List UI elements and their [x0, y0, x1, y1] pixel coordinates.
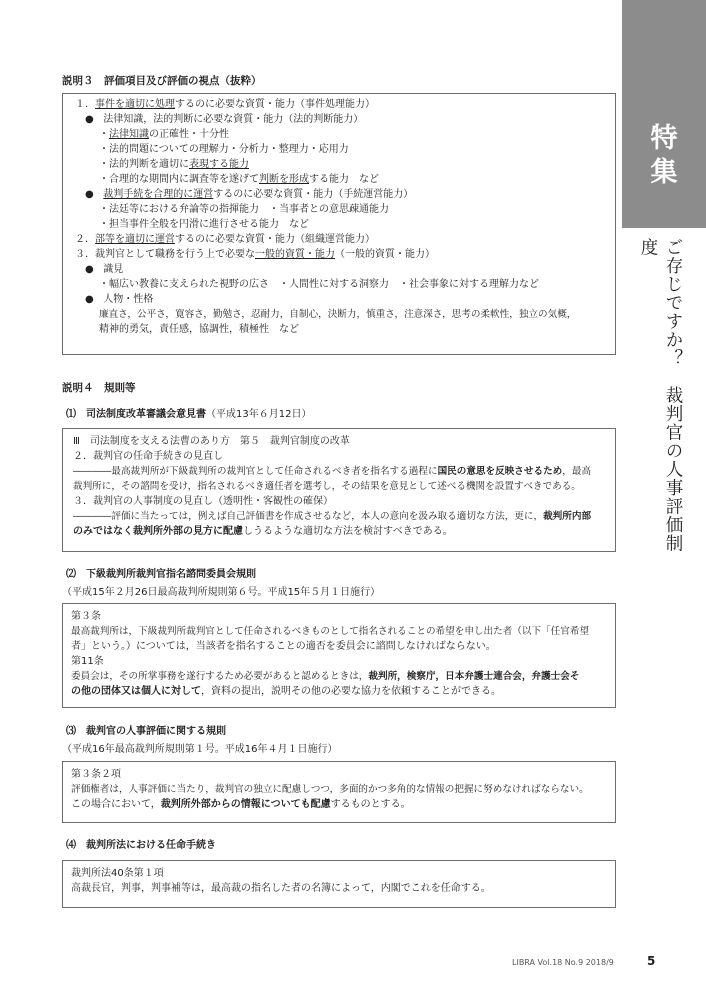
- eval-subitem-insight: [85, 263, 123, 277]
- rule1-line: ２．裁判官の任命手続きの見直し: [73, 451, 223, 462]
- eval-point: [99, 158, 249, 172]
- eval-item-3-underline: 一般的資質・能力: [255, 249, 335, 260]
- rule2-bold: 裁判所，検察庁，日本弁護士連合会，弁護士会そ: [368, 671, 580, 682]
- rule3-bold: 裁判所外部からの情報についても配慮: [160, 799, 331, 810]
- rule3-heading: ⑶ 裁判官の人事評価に関する規則: [66, 726, 226, 737]
- rule1-bold: 国民の意思を反映させるため: [437, 466, 563, 477]
- rule2-line: 最高裁判所は，下級裁判所裁判官として任命されるべきものとして指名されることの希望を申し出た者（以下「任官希望: [71, 626, 590, 637]
- eval-point: 廉直さ，公平さ，寛容さ，勤勉さ，忍耐力，自制心，決断力，慎重さ，注意深さ，思考の柔軟性，独立の気概，: [99, 309, 577, 320]
- eval-item-3-text: （一般的資質・能力）: [335, 249, 435, 260]
- rule1-line: [73, 465, 591, 479]
- rule2-text: ，資料の提出，説明その他の必要な協力を依頼することができる。: [201, 686, 501, 697]
- eval-subitem-procedure-underline: 裁判手続を合理的に運営: [103, 189, 214, 200]
- eval-point: 精神的勇気，責任感，協調性，積極性 など: [99, 324, 299, 335]
- rule1-box: [62, 428, 616, 552]
- rule1-text: ――――評価に当たっては，例えば自己評価書を作成させるなど，本人の意向を汲み取る適切な方法，更に，: [73, 511, 544, 522]
- eval-item-2: [75, 233, 375, 247]
- eval-item-1: [75, 98, 375, 112]
- eval-subitem-character: [85, 293, 153, 307]
- page-number: 5: [647, 954, 656, 968]
- eval-item-3: [75, 248, 435, 262]
- rule4-heading: ⑷ 裁判所法における任命手続き: [66, 840, 216, 851]
- section3-heading: 説明３ 評価項目及び評価の視点（抜粋）: [62, 75, 262, 87]
- eval-subitem-procedure: [85, 188, 413, 202]
- rule2-bold: の他の団体又は個人に対して: [71, 686, 201, 697]
- rule2-line: 者」という。）については，当該者を指名することの適否を委員会に諮問しなければならない。: [71, 641, 496, 652]
- rule1-line: 裁判所に，その諮問を受け，指名されるべき適任者を選考し，その結果を意見として述べる機関を設置すべきである。: [73, 481, 581, 492]
- rule3-line: [71, 798, 411, 812]
- eval-item-2-underline: 部等を適切に運営: [95, 234, 175, 245]
- rule3-subheading: （平成16年最高裁判所規則第１号。平成16年４月１日施行）: [62, 744, 338, 755]
- rule2-text: 委員会は，その所掌事務を遂行するため必要があると認めるときは，: [71, 671, 369, 682]
- rule3-text: するものとする。: [330, 799, 411, 810]
- eval-point-underline: 判断を形成: [259, 174, 309, 185]
- rule2-subheading: （平成15年２月26日最高裁判所規則第６号。平成15年５月１日施行）: [62, 587, 381, 598]
- eval-subitem-legal: [85, 113, 363, 127]
- eval-point-text: ・合理的な期間内に調査等を遂げて: [99, 174, 259, 185]
- eval-item-1-num: １．: [75, 99, 95, 110]
- eval-item-1-underline: 事件を適切に処理: [95, 99, 175, 110]
- eval-subitem-character-text: 人物・性格: [103, 294, 154, 305]
- side-tab: [622, 0, 706, 228]
- eval-item-3-text: ３．裁判官として職務を行う上で必要な: [75, 249, 255, 260]
- rule4-line: 高裁長官，判事，判事補等は，最高裁の指名した者の名簿によって，内閣でこれを任命する。: [71, 883, 491, 894]
- rule2-heading: ⑵ 下級裁判所裁判官指名諮問委員会規則: [66, 569, 256, 580]
- eval-point: [99, 173, 379, 187]
- rule2-line: [71, 685, 501, 699]
- rule1-line: [73, 525, 453, 539]
- rule1-text: しうるような適切な方法を検討すべきである。: [243, 526, 453, 537]
- eval-point: ・法的問題についての理解力・分析力・整理力・応用力: [99, 144, 349, 155]
- rule1-bold: 裁判所内部: [543, 511, 592, 522]
- rule3-line: 評価権者は，人事評価に当たり，裁判官の独立に配慮しつつ，多面的かつ多角的な情報の把握に努めなければならない。: [71, 784, 589, 795]
- rule1-line: Ⅲ 司法制度を支える法曹のあり方 第５ 裁判官制度の改革: [73, 436, 350, 447]
- rule3-line: 第３条２項: [71, 769, 121, 780]
- rule4-line: 裁判所法40条第１項: [71, 868, 164, 879]
- rule1-line: ３．裁判官の人事制度の見直し（透明性・客観性の確保）: [73, 496, 333, 507]
- rule1-line: [73, 510, 591, 524]
- eval-point-text: の正確性・十分性: [149, 129, 229, 140]
- section3-box: [62, 93, 616, 355]
- rule2-line: 第３条: [71, 611, 101, 622]
- eval-point-text: ・法的判断を適切に: [99, 159, 189, 170]
- eval-item-1-text: するのに必要な資質・能力（事件処理能力）: [175, 99, 375, 110]
- journal-info: LIBRA Vol.18 No.9 2018/9: [512, 958, 614, 967]
- bullet-icon: ●: [85, 114, 94, 125]
- bullet-icon: ●: [85, 189, 94, 200]
- eval-point: ・担当事件全般を円滑に進行させる能力 など: [99, 219, 309, 230]
- rule3-text: この場合において，: [71, 799, 161, 810]
- rule1-text: ，最高: [562, 466, 592, 477]
- rule1-heading: [66, 405, 311, 420]
- eval-subitem-legal-text: 法律知識，法的判断に必要な資質・能力（法的判断能力）: [103, 114, 364, 125]
- rule1-text: ――――最高裁判所が下級裁判所の裁判官として任命されるべき者を指名する過程に: [73, 466, 438, 477]
- rule2-line: [71, 670, 579, 684]
- eval-point: ・幅広い教養に支えられた視野の広さ ・人間性に対する洞察力 ・社会事象に対する理解力など: [99, 279, 539, 290]
- feature-label: 特集: [650, 123, 678, 188]
- eval-subitem-insight-text: 識見: [103, 264, 124, 275]
- eval-subitem-procedure-text: するのに必要な資質・能力（手続運営能力）: [213, 189, 414, 200]
- eval-point-underline: 表現する能力: [189, 159, 249, 170]
- eval-item-2-text: するのに必要な資質・能力（組織運営能力）: [175, 234, 375, 245]
- rule2-line: 第11条: [71, 656, 104, 667]
- eval-point-dot: ・: [99, 129, 109, 140]
- section4-heading: 説明４ 規則等: [62, 382, 136, 394]
- eval-point: ・法廷等における弁論等の指揮能力 ・当事者との意思疎通能力: [99, 204, 389, 215]
- bullet-icon: ●: [85, 294, 94, 305]
- eval-point-text: する能力 など: [309, 174, 379, 185]
- bullet-icon: ●: [85, 264, 94, 275]
- rule1-bold: のみではなく裁判所外部の見方に配慮: [73, 526, 243, 537]
- rule1-date: （平成13年６月12日）: [206, 409, 312, 420]
- rule4-box: [62, 860, 616, 908]
- rule1-title: ⑴ 司法制度改革審議会意見書: [66, 409, 206, 420]
- rule3-box: [62, 761, 616, 823]
- rule2-box: [62, 603, 616, 708]
- eval-point-underline: 法律知識: [109, 129, 149, 140]
- feature-subtitle: ご存じですか？ 裁判官の人事評価制度: [638, 238, 683, 553]
- eval-point: [99, 128, 229, 142]
- eval-item-2-num: ２．: [75, 234, 95, 245]
